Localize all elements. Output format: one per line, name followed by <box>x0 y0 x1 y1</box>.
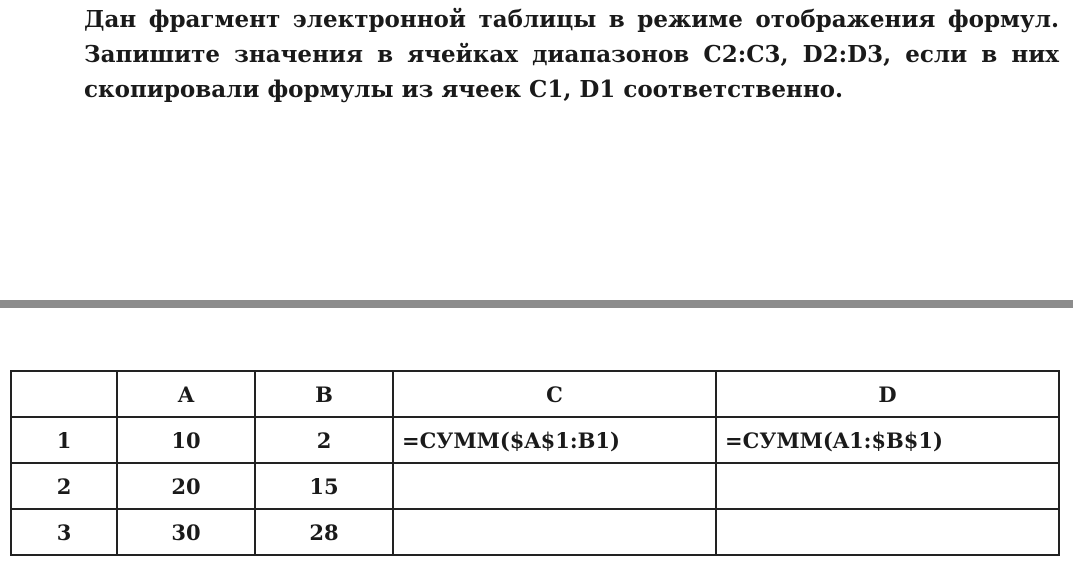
cell-d1: =СУММ(A1:$B$1) <box>716 417 1059 463</box>
table-row <box>11 509 1059 555</box>
table-row <box>11 417 1059 463</box>
column-header-c: C <box>393 371 716 417</box>
cell-b3: 28 <box>255 509 393 555</box>
row-header-1: 1 <box>11 417 117 463</box>
task-text: Дан фрагмент электронной таблицы в режиме отображения формул. Запишите значения в ячейках диапазонов C2:C3, D2:D3, если в них скопировали формулы из ячеек C1, D1 соответственно. <box>84 6 1059 103</box>
column-header-b: B <box>255 371 393 417</box>
header-row <box>11 371 1059 417</box>
cell-a3: 30 <box>117 509 255 555</box>
cell-a1: 10 <box>117 417 255 463</box>
cell-a2: 20 <box>117 463 255 509</box>
cell-d3 <box>716 509 1059 555</box>
cell-b2: 15 <box>255 463 393 509</box>
cell-c2 <box>393 463 716 509</box>
column-header-a: A <box>117 371 255 417</box>
row-header-3: 3 <box>11 509 117 555</box>
cell-b1: 2 <box>255 417 393 463</box>
cell-d2 <box>716 463 1059 509</box>
cell-c3 <box>393 509 716 555</box>
corner-cell <box>11 371 117 417</box>
table-row <box>11 463 1059 509</box>
section-divider <box>0 300 1073 308</box>
column-header-d: D <box>716 371 1059 417</box>
cell-c1: =СУММ($A$1:B1) <box>393 417 716 463</box>
row-header-2: 2 <box>11 463 117 509</box>
spreadsheet-fragment <box>10 370 1060 556</box>
